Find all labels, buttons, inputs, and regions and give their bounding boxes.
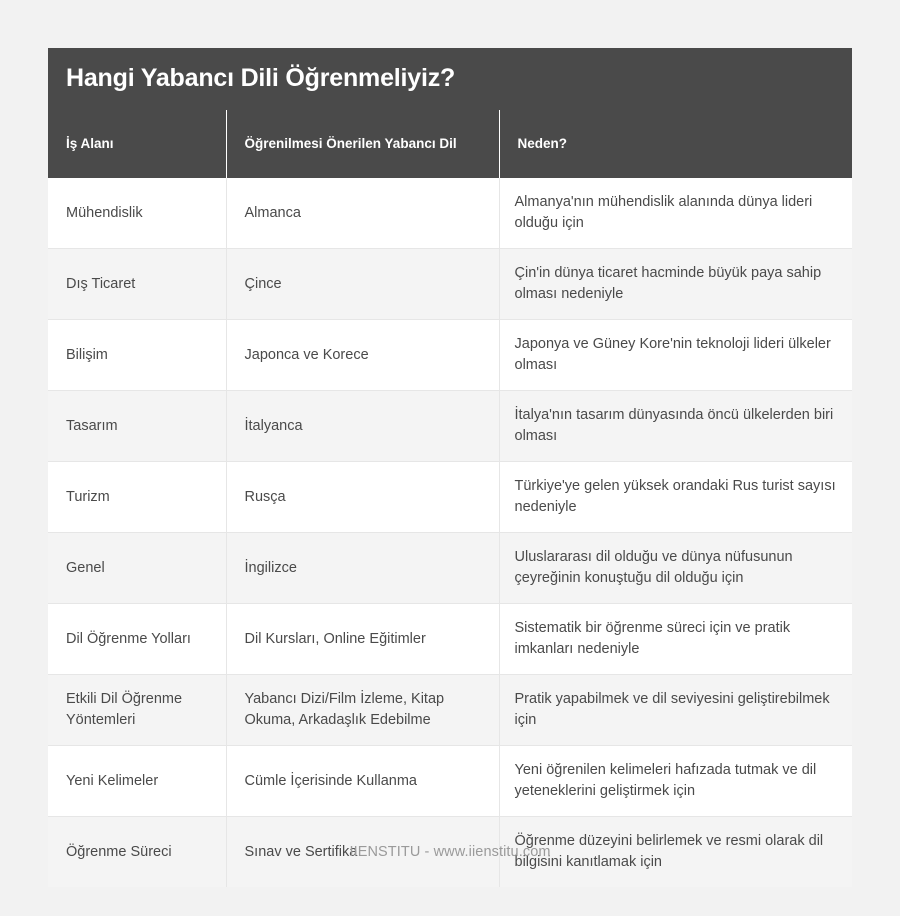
column-header-language: Öğrenilmesi Önerilen Yabancı Dil	[226, 110, 499, 178]
cell-language: Sınav ve Sertifika	[226, 817, 499, 888]
cell-language: Japonca ve Korece	[226, 320, 499, 391]
table-row	[48, 462, 852, 533]
cell-language: İngilizce	[226, 533, 499, 604]
table-row	[48, 533, 852, 604]
table-body	[48, 178, 852, 887]
cell-reason: Öğrenme düzeyini belirlemek ve resmi olarak dil bilgisini kanıtlamak için	[499, 817, 852, 888]
cell-reason: Japonya ve Güney Kore'nin teknoloji lideri ülkeler olması	[499, 320, 852, 391]
page-title: Hangi Yabancı Dili Öğrenmeliyiz?	[66, 64, 456, 93]
cell-reason: Çin'in dünya ticaret hacminde büyük paya sahip olması nedeniyle	[499, 249, 852, 320]
cell-language: Çince	[226, 249, 499, 320]
cell-reason: Sistematik bir öğrenme süreci için ve pratik imkanları nedeniyle	[499, 604, 852, 675]
cell-area: Turizm	[48, 462, 226, 533]
column-header-area: İş Alanı	[66, 135, 114, 151]
cell-language: Dil Kursları, Online Eğitimler	[226, 604, 499, 675]
title-bar	[48, 48, 852, 110]
footer-attribution: IIENSTITU - www.iienstitu.com	[349, 844, 551, 860]
cell-language: Rusça	[226, 462, 499, 533]
cell-area: Etkili Dil Öğrenme Yöntemleri	[48, 675, 226, 746]
cell-reason: Pratik yapabilmek ve dil seviyesini geliştirebilmek için	[499, 675, 852, 746]
cell-reason: Yeni öğrenilen kelimeleri hafızada tutmak ve dil yeteneklerini geliştirmek için	[499, 746, 852, 817]
cell-area: Bilişim	[48, 320, 226, 391]
language-recommendation-table	[48, 110, 852, 887]
cell-area: Dil Öğrenme Yolları	[48, 604, 226, 675]
cell-language: Yabancı Dizi/Film İzleme, Kitap Okuma, Arkadaşlık Edebilme	[226, 675, 499, 746]
table-head	[48, 110, 852, 178]
table-row	[48, 675, 852, 746]
cell-reason: Türkiye'ye gelen yüksek orandaki Rus turist sayısı nedeniyle	[499, 462, 852, 533]
cell-area: Genel	[48, 533, 226, 604]
table-card	[48, 48, 852, 887]
footer	[0, 843, 900, 861]
cell-area: Tasarım	[48, 391, 226, 462]
table-row	[48, 178, 852, 249]
cell-area: Yeni Kelimeler	[48, 746, 226, 817]
cell-language: Almanca	[226, 178, 499, 249]
table-row	[48, 249, 852, 320]
cell-reason: Uluslararası dil olduğu ve dünya nüfusunun çeyreğinin konuştuğu dil olduğu için	[499, 533, 852, 604]
table-header-row	[48, 110, 852, 178]
cell-language: Cümle İçerisinde Kullanma	[226, 746, 499, 817]
table-row	[48, 746, 852, 817]
table-row	[48, 604, 852, 675]
cell-reason: İtalya'nın tasarım dünyasında öncü ülkelerden biri olması	[499, 391, 852, 462]
cell-area: Öğrenme Süreci	[48, 817, 226, 888]
table-row	[48, 391, 852, 462]
column-header-reason: Neden?	[499, 110, 852, 178]
table-row	[48, 320, 852, 391]
cell-language: İtalyanca	[226, 391, 499, 462]
cell-area: Dış Ticaret	[48, 249, 226, 320]
cell-reason: Almanya'nın mühendislik alanında dünya lideri olduğu için	[499, 178, 852, 249]
cell-area: Mühendislik	[66, 204, 143, 221]
